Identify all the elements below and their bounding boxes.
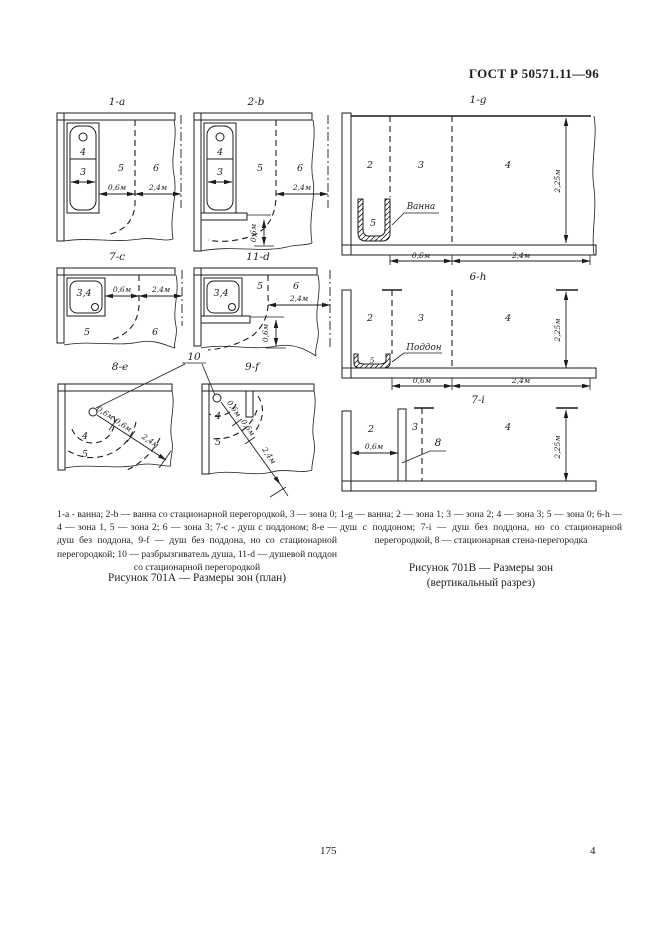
- sprinkler-ref-label: 10: [187, 351, 201, 363]
- tray-zones-label: 3,4: [213, 288, 229, 299]
- zone1-label: 4: [214, 411, 222, 422]
- zone1-label: 2: [366, 160, 374, 171]
- dim-label: 2,25м: [553, 435, 562, 459]
- floor: [342, 481, 596, 491]
- partition-ref-label: 8: [434, 437, 442, 449]
- zone3-label: 6: [296, 163, 304, 174]
- dim-label: 2,25м: [553, 169, 562, 193]
- diagram-6h-shower-pan-section: [338, 270, 618, 394]
- dim-label: 0,6м: [412, 376, 432, 385]
- dim-label: 2,4м: [148, 183, 168, 192]
- dimensions: [99, 183, 181, 194]
- dim-label: 2,4м: [292, 183, 312, 192]
- dim-label: 0,6м: [249, 223, 258, 243]
- zone0-label: 5: [369, 218, 377, 229]
- dim-label: 0,6м: [364, 442, 384, 451]
- zone3-label: 6: [292, 281, 300, 292]
- dim-label: 0,6м: [95, 404, 116, 422]
- height-dimension: [553, 118, 566, 243]
- zone1-label: 4: [81, 431, 89, 442]
- radius-dimension: [221, 402, 280, 484]
- dim-label: 0,6м: [239, 417, 258, 438]
- standard-number: ГОСТ Р 50571.11—96: [468, 66, 599, 81]
- break-edge: [209, 470, 312, 474]
- break-edge: [312, 391, 315, 470]
- zone0-label: 5: [369, 356, 375, 365]
- page-number-right: 4: [590, 845, 596, 857]
- zone2-label: 5: [117, 163, 125, 174]
- zone1-label: 4: [79, 147, 87, 158]
- zone2-label: 3: [417, 160, 425, 171]
- dim-label: 2,4м: [289, 294, 309, 303]
- diagram-title: 11-d: [246, 251, 270, 263]
- dimensions: [276, 183, 328, 194]
- drain-icon: [229, 304, 236, 311]
- diagram-title-8e: 8-e: [111, 361, 129, 373]
- break-edge: [65, 464, 171, 468]
- room-8e: [58, 384, 173, 470]
- floor: [342, 368, 596, 378]
- pan-label: Поддон: [406, 343, 442, 353]
- zone2-label: 5: [214, 437, 222, 448]
- diagram-title: 7-i: [471, 394, 485, 406]
- dim-label: 0,6м: [113, 416, 134, 434]
- bottom-dimensions: [390, 251, 590, 265]
- bath-callout: [392, 202, 439, 225]
- zone0-label: 3: [216, 167, 224, 178]
- page-number-center: 175: [320, 845, 337, 857]
- diagram-title: 2-b: [247, 96, 265, 108]
- figure-b-legend: 1-g — ванна; 2 — зона 1; 3 — зона 2; 4 — зона 3; 5 — зона 0; 6-h — душ с поддоном; 7-i — душ без поддона, но со стационарной перегородкой, 8 — стационарная стена-перегородка: [340, 509, 622, 547]
- dimensions: [105, 285, 182, 296]
- zone-boundary-dashed: [208, 120, 276, 241]
- dim-label: 0,6м: [261, 323, 270, 343]
- figure-a-legend: 1-a - ванна; 2-b — ванна со стационарной перегородкой, 3 — зона 0; 4 — зона 1, 5 — зона 2; 6 — зона 3; 7-c - душ с поддоном; 8-e — душ без поддона, 9-f — душ без поддона, но со стационарной перегородкой; 10 — разбрызгиватель душа, 11-d — душевой поддон со стационарной перегородкой: [57, 509, 337, 573]
- break-edge: [64, 239, 173, 241]
- zone3-label: 6: [152, 163, 160, 174]
- break-edge: [175, 275, 178, 348]
- zone2-label: 5: [256, 163, 264, 174]
- shower-tray: [67, 278, 105, 316]
- partition-zone-arc: [256, 396, 263, 430]
- zone3-label: 4: [504, 313, 512, 324]
- stationary-partition-wall: [398, 409, 406, 481]
- partition-callout: [402, 437, 446, 463]
- zone2-label: 5: [83, 327, 91, 338]
- height-dimension: [553, 410, 566, 481]
- zone2-label: 3: [417, 313, 425, 324]
- diagram-8e-9f-showers-plan: [52, 346, 342, 514]
- zone0-label: 3: [79, 167, 87, 178]
- drain-icon: [79, 133, 87, 141]
- sprinkler-callout: [96, 351, 215, 408]
- zone3-label: 6: [151, 327, 159, 338]
- figure-b-caption-line2: (вертикальный разрез): [426, 577, 536, 589]
- zone1-label: 2: [367, 424, 375, 435]
- width-dimension: [351, 442, 398, 453]
- walls: [194, 268, 317, 346]
- break-edge: [171, 391, 174, 466]
- diagram-7i-shower-partition-section: [338, 393, 618, 507]
- dim-label: 2,4м: [151, 285, 171, 294]
- dim-label: 2,4м: [260, 445, 279, 466]
- bathtub: [67, 123, 99, 213]
- zone1-label: 2: [366, 313, 374, 324]
- dim-label: 2,4м: [511, 251, 531, 260]
- figure-a-caption: Рисунок 701А — Размеры зон (план): [108, 572, 286, 584]
- floor: [342, 245, 596, 255]
- zone-arc: [71, 416, 115, 443]
- diagram-title-9f: 9-f: [244, 361, 260, 373]
- dim-label: 2,4м: [140, 432, 161, 450]
- zone3-label: 4: [504, 160, 512, 171]
- stationary-partition: [201, 316, 250, 323]
- diagram-1a-bath-plan: [55, 93, 190, 253]
- shower-sprinkler-icon: [213, 394, 221, 402]
- dim-label: 2,4м: [511, 376, 531, 385]
- diagram-title: 1-g: [469, 94, 487, 106]
- shower-tray: [204, 278, 242, 316]
- stationary-partition: [246, 391, 253, 417]
- diagram-title: 6-h: [469, 271, 487, 283]
- diagram-title: 1-a: [108, 96, 126, 108]
- zone3-label: 4: [504, 422, 512, 433]
- break-edge: [172, 120, 175, 239]
- bathtub: [204, 123, 236, 213]
- height-dimension: [553, 292, 566, 368]
- zone2-label: 3: [411, 422, 419, 433]
- dim-label: 0,6м: [112, 285, 132, 294]
- walls: [57, 113, 175, 241]
- dim-label: 2,25м: [553, 318, 562, 342]
- drain-icon: [92, 304, 99, 311]
- dim-label: 0,6м: [411, 251, 431, 260]
- zone1-label: 4: [216, 147, 224, 158]
- break-edge: [316, 275, 320, 356]
- break-edge: [311, 120, 314, 243]
- zone2-label: 5: [81, 449, 89, 460]
- room-9f: [202, 384, 315, 497]
- diagram-title: 7-c: [108, 251, 126, 263]
- diagram-1g-bath-section: [338, 93, 618, 271]
- dim-label: 0,6м: [107, 183, 127, 192]
- figure-b-caption-line1: Рисунок 701В — Размеры зон: [408, 562, 554, 574]
- pan-callout: [392, 343, 442, 362]
- zone-boundary-dashed: [107, 120, 135, 235]
- bath-label: Ванна: [406, 202, 436, 212]
- diagram-2b-bath-partition-plan: [192, 93, 337, 258]
- break-edge: [593, 116, 595, 255]
- tray-zones-label: 3,4: [76, 288, 92, 299]
- zone2-label: 5: [256, 281, 264, 292]
- stationary-partition: [201, 213, 247, 220]
- dim-label: 0,6м: [225, 398, 244, 419]
- drain-icon: [216, 133, 224, 141]
